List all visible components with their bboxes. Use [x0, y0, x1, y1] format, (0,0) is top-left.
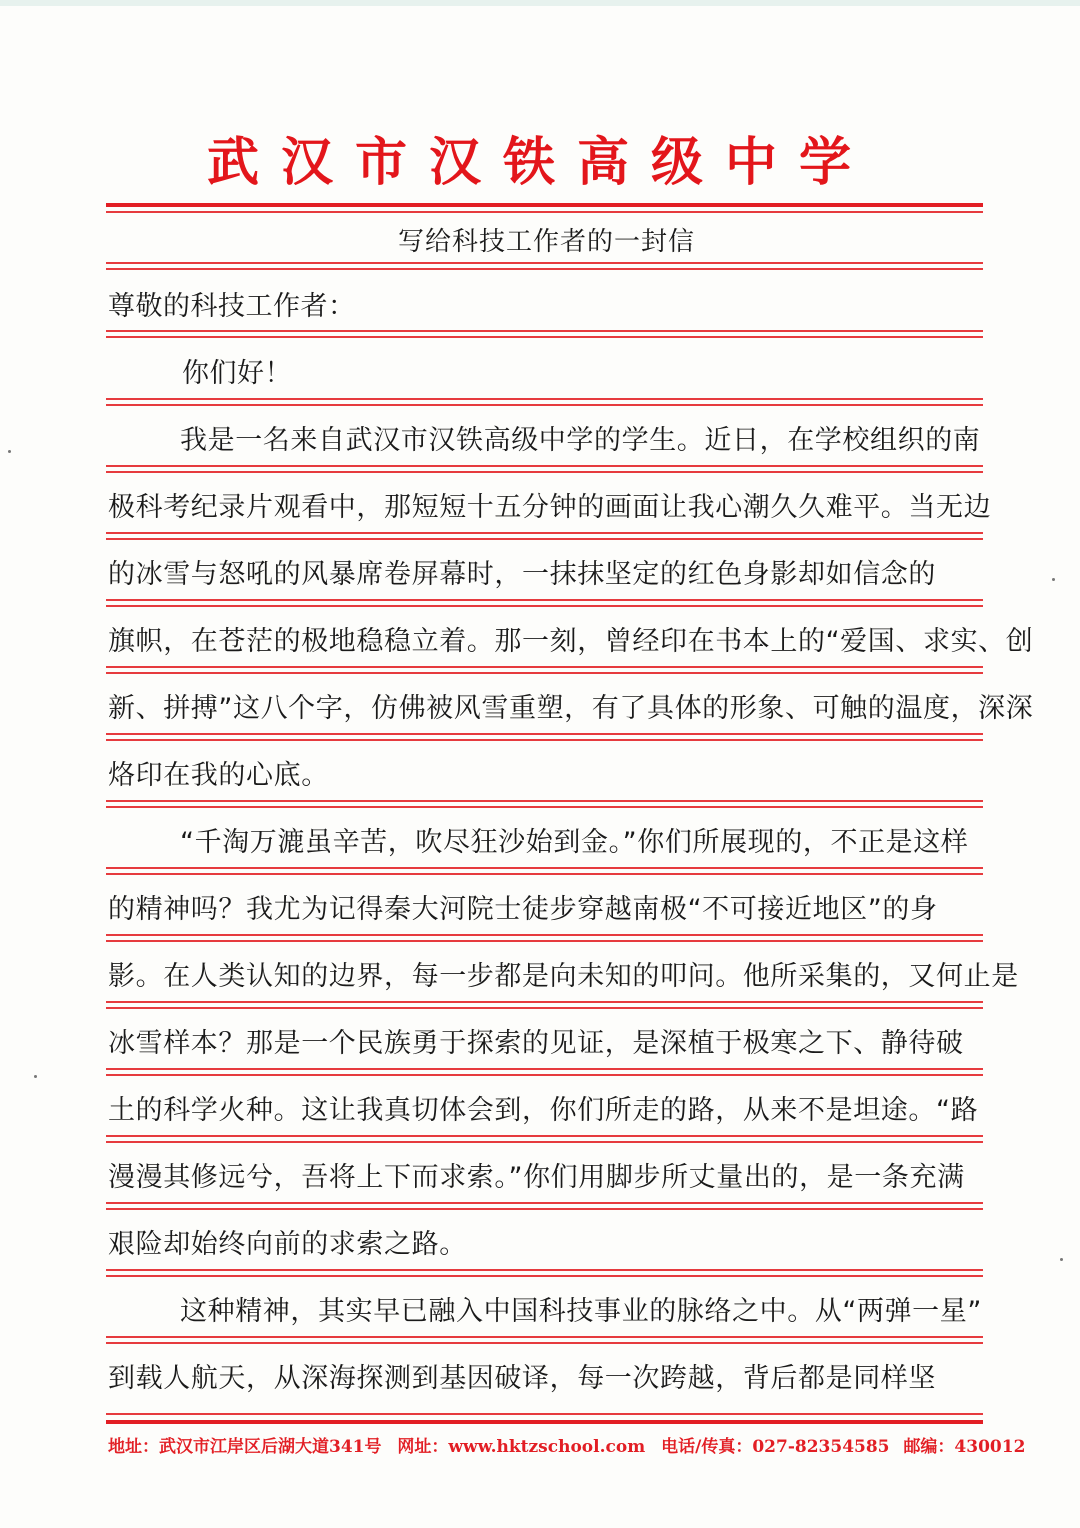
- ruled-line: [106, 599, 983, 601]
- letter-line: 影。在人类认知的边界，每一步都是向未知的叩问。他所采集的，又何止是: [108, 961, 1019, 992]
- letter-line: 极科考纪录片观看中，那短短十五分钟的画面让我心潮久久难平。当无边: [108, 492, 992, 523]
- ruled-line: [106, 1342, 983, 1344]
- letter-line: 旗帜，在苍茫的极地稳稳立着。那一刻，曾经印在书本上的“爱国、求实、创: [108, 626, 1034, 657]
- ruled-line: [106, 268, 983, 270]
- ruled-line: [106, 739, 983, 741]
- letterhead-footer: [108, 1432, 1026, 1462]
- letter-line: 新、拼搏”这八个字，仿佛被风雪重塑，有了具体的形象、可触的温度，深深: [108, 693, 1034, 724]
- ruled-line: [106, 806, 983, 808]
- ruled-line: [106, 672, 983, 674]
- ruled-line: [106, 1001, 983, 1003]
- scan-speck: [1052, 578, 1055, 581]
- greeting: 你们好！: [182, 358, 292, 389]
- ruled-line: [106, 532, 983, 534]
- scan-edge: [0, 0, 1080, 6]
- letter-line: 冰雪样本？那是一个民族勇于探索的见证，是深植于极寒之下、静待破: [108, 1028, 964, 1059]
- ruled-line: [106, 471, 983, 473]
- salutation: 尊敬的科技工作者：: [108, 291, 356, 322]
- ruled-line: [106, 1202, 983, 1204]
- scan-speck: [1060, 1258, 1063, 1261]
- letter-line: 烙印在我的心底。: [108, 760, 329, 791]
- header-rule-thin: [106, 211, 983, 213]
- letter-line: 的冰雪与怒吼的风暴席卷屏幕时，一抹抹坚定的红色身影却如信念的: [108, 559, 936, 590]
- letter-line: 我是一名来自武汉市汉铁高级中学的学生。近日，在学校组织的南: [180, 425, 981, 456]
- ruled-line: [106, 1007, 983, 1009]
- letter-line: “千淘万漉虽辛苦，吹尽狂沙始到金。”你们所展现的，不正是这样: [180, 827, 969, 858]
- footer-website: 网址：www.hktzschool.com: [397, 1437, 646, 1457]
- letter-line: 艰险却始终向前的求索之路。: [108, 1229, 467, 1260]
- ruled-line: [106, 538, 983, 540]
- footer-rule-thin: [106, 1413, 983, 1415]
- ruled-line: [106, 940, 983, 942]
- footer-address: 地址：武汉市江岸区后湖大道341号: [108, 1437, 382, 1457]
- ruled-line: [106, 1208, 983, 1210]
- ruled-line: [106, 262, 983, 264]
- ruled-line: [106, 867, 983, 869]
- ruled-line: [106, 1141, 983, 1143]
- ruled-line: [106, 733, 983, 735]
- ruled-line: [106, 1135, 983, 1137]
- ruled-line: [106, 934, 983, 936]
- ruled-line: [106, 336, 983, 338]
- footer-phone: 电话/传真：027-82354585: [661, 1437, 890, 1457]
- ruled-line: [106, 465, 983, 467]
- letter-line: 漫漫其修远兮，吾将上下而求索。”你们用脚步所丈量出的，是一条充满: [108, 1162, 965, 1193]
- letter-title: 写给科技工作者的一封信: [398, 227, 696, 257]
- footer-rule-thick: [106, 1420, 983, 1424]
- ruled-line: [106, 1074, 983, 1076]
- header-rule-thick: [106, 203, 983, 207]
- ruled-line: [106, 398, 983, 400]
- school-letterhead-title: 武汉市汉铁高级中学: [206, 132, 873, 193]
- ruled-line: [106, 800, 983, 802]
- letter-line: 到载人航天，从深海探测到基因破译，每一次跨越，背后都是同样坚: [108, 1363, 936, 1394]
- scan-speck: [34, 1075, 37, 1078]
- ruled-line: [106, 666, 983, 668]
- ruled-line: [106, 404, 983, 406]
- ruled-line: [106, 1336, 983, 1338]
- letter-line: 这种精神，其实早已融入中国科技事业的脉络之中。从“两弹一星”: [180, 1296, 982, 1327]
- ruled-line: [106, 605, 983, 607]
- ruled-line: [106, 1275, 983, 1277]
- letter-line: 的精神吗？我尤为记得秦大河院士徒步穿越南极“不可接近地区”的身: [108, 894, 938, 925]
- footer-postcode: 邮编：430012: [903, 1437, 1026, 1457]
- scan-speck: [8, 450, 11, 453]
- ruled-line: [106, 1269, 983, 1271]
- ruled-line: [106, 1068, 983, 1070]
- letter-line: 土的科学火种。这让我真切体会到，你们所走的路，从来不是坦途。“路: [108, 1095, 979, 1126]
- ruled-line: [106, 330, 983, 332]
- ruled-line: [106, 873, 983, 875]
